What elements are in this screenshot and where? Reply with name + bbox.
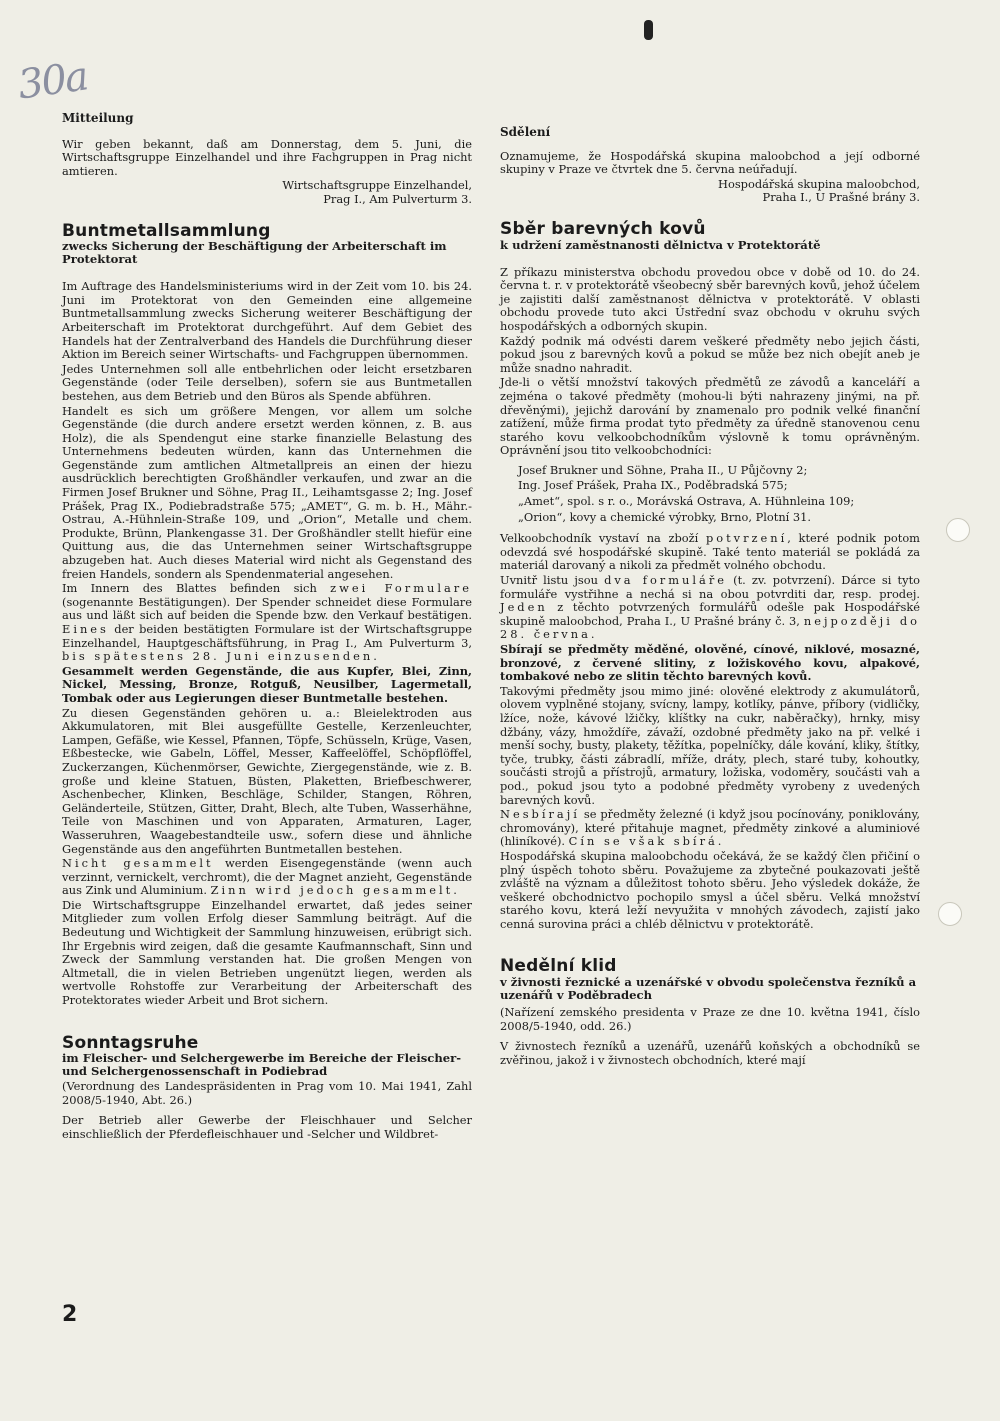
notice-text-de: Wir geben bekannt, daß am Donnerstag, dem 5. Juni, die Wirtschaftsgruppe Einzelhandel und ihre Fachgruppen in Prag nicht amtieren. <box>62 136 472 178</box>
article-subhead-de: zwecks Sicherung der Beschäftigung der Arbeiterschaft im Protektorat <box>62 239 447 267</box>
article2-subhead-cs: v živnosti řeznické a uzenářské v obvodu společenstva řezníků a uzenářů v Poděbradech <box>500 975 917 1003</box>
paragraph-cs-8: Nesbírají se předměty železné (i když jsou pocínovány, poniklovány, chromovány), které přitahuje magnet, předměty zinkové a aluminiové (hliníkové). Cín se však sbírá. <box>500 807 920 849</box>
handwritten-annotation: 30a <box>15 53 90 109</box>
czech-column <box>500 126 920 1068</box>
paragraph-cs-6: Sbírají se předměty měděné, olověné, cínové, niklové, mosazné, bronzové, z červené slitiny, z ložiskového kovu, alpakové, tombakové nebo ze slitin těchto barevných kovů. <box>500 642 920 684</box>
article-headline-de: Buntmetallsammlung <box>62 220 271 241</box>
article2-note-cs: (Nařízení zemského presidenta v Praze ze dne 10. května 1941, číslo 2008/5-1940, odd. 26.) <box>500 1005 920 1033</box>
paragraph-de-3: Handelt es sich um größere Mengen, vor allem um solche Gegenstände (die durch andere ersetzt werden können, z. B. aus Holz), die als Spendengut eine starke finanzielle Belastung des Unternehmens bedeuten würden, kann das Unternehmen die Gegenstände zum amtlichen Altmetallpreis an einen der hiezu ausdrücklich berechtigten Großhändler verkaufen, und zwar an die Firmen Josef Brukner und Söhne, Prag II., Leihamtsgasse 2; Ing. Josef Prášek, Prag IX., Podiebradstraße 575; „AMET“, G. m. b. H., Mähr.-Ostrau, A.-Hühnlein-Straße 109, und „Orion“, Metalle und chem. Produkte, Brünn, Plankengasse 31. Der Großhändler stellt hiefür eine Quittung aus, die das Unternehmen seiner Wirtschaftsgruppe abzugeben hat. Auch dieses Material wird nicht als Gegenstand des freien Handels, sondern als Spendenmaterial angesehen. <box>62 403 472 581</box>
wholesaler-item: „Amet“, spol. s r. o., Morávská Ostrava, A. Hühnleina 109; <box>518 494 855 509</box>
binder-hole-bottom <box>938 902 962 926</box>
paragraph-de-8: Die Wirtschaftsgruppe Einzelhandel erwartet, daß jedes seiner Mitglieder zum vollen Erfolg dieser Sammlung beiträgt. Auf die Bedeutung und Wichtigkeit der Sammlung hinzuweisen, erübrigt sich. Ihr Ergebnis wird zeigen, daß die gesamte Kaufmannschaft, Sinn und Zweck der Sammlung verstanden hat. Die großen Mengen von Altmetall, die in vielen Betrieben ungenützt liegen, werden als wertvolle Rohstoffe zur Verarbeitung der Arbeiterschaft des Protektorates wieder Arbeit und Brot sichern. <box>62 897 472 1008</box>
notice-signature-de-2: Prag I., Am Pulverturm 3. <box>323 191 472 206</box>
article2-paragraph-cs: V živnostech řezníků a uzenářů, uzenářů koňských a obchodníků se zvěřinou, jakož i v živnostech obchodních, které mají <box>500 1039 920 1067</box>
paragraph-cs-5: Uvnitř listu jsou dva formuláře (t. zv. potvrzení). Dárce si tyto formuláře vystřihne a nechá si na obou potvrditi dar, resp. prodej. Jeden z těchto potvrzených formulářů odešle pak Hospodářské skupině maloobchod, Praha I., U Prašné brány č. 3, nejpozději do 28. června. <box>500 573 921 642</box>
article2-paragraph-de: Der Betrieb aller Gewerbe der Fleischhauer und Selcher einschließlich der Pferdefleischhauer und -Selcher und Wildbret- <box>62 1113 472 1141</box>
paragraph-cs-2: Každý podnik má odvésti darem veškeré předměty nebo jejich části, pokud jsou z barevných kovů a pokud se může bez nich obejít aneb je může snadno nahradit. <box>500 333 920 375</box>
binder-hole-top <box>946 518 970 542</box>
article2-headline-de: Sonntagsruhe <box>62 1032 199 1053</box>
ink-mark <box>644 20 653 40</box>
notice-text-cs: Oznamujeme, že Hospodářská skupina maloobchod a její odborné skupiny v Praze ve čtvrtek dne 5. června neúřadují. <box>500 148 920 177</box>
page-number: 2 <box>62 1302 78 1327</box>
paragraph-cs-7: Takovými předměty jsou mimo jiné: olověné elektrody z akumulátorů, olovem vyplněné stojany, svícny, lampy, kotlíky, pánve, příbory (vidličky, lžíce, nože, kávové lžičky, klíštky na cukr, naběračky), hrnky, misy džbány, vázy, hmoždíře, závaží, ozdobné předměty jako na př. velké i menší sochy, busty, plakety, těžítka, popelníčky, dále kování, kliky, štítky, tyče, trubky, části zábradlí, mříže, dráty, plech, staré tuby, kohoutky, součásti strojů a přístrojů, armatury, ložiska, vodoměry, součásti vah a pod., pokud jsou tyto a podobné předměty vyrobeny z uvedených barevných kovů. <box>500 683 920 807</box>
article2-subhead-de: im Fleischer- und Selchergewerbe im Bereiche der Fleischer- und Selchergenossenschaft in Podiebrad <box>62 1051 462 1079</box>
german-column <box>62 112 472 1143</box>
paragraph-de-7: Nicht gesammelt werden Eisengegenstände (wenn auch verzinnt, vernickelt, verchromt), die der Magnet anzieht, Gegenstände aus Zink und Aluminium. Zinn wird jedoch gesammelt. <box>62 856 472 898</box>
paragraph-cs-1: Z příkazu ministerstva obchodu provedou obce v době od 10. do 24. června t. r. v protektorátě všeobecný sběr barevných kovů, jehož účelem je zajistiti další zaměstnanost dělnictva v protektorátě. V oblasti obchodu provede tuto akci Ústřední svaz obchodu v okruhu svých hospodářských a odborných skupin. <box>500 264 920 333</box>
notice-signature-cs-2: Praha I., U Prašné brány 3. <box>762 190 920 205</box>
paragraph-de-4: Im Innern des Blattes befinden sich zwei Formulare (sogenannte Bestätigungen). Der Spender schneidet diese Formulare aus und läßt sich auf beiden die Spende bzw. den Verkauf bestätigen. Eines der beiden bestätigten Formulare ist der Wirtschaftsgruppe Einzelhandel, Hauptgeschäftsführung, in Prag I., Am Pulverturm 3, bis spätestens 28. Juni einzusenden. <box>62 581 472 664</box>
notice-title-cs: Sdělení <box>500 125 551 139</box>
wholesaler-item: Ing. Josef Prášek, Praha IX., Poděbradská 575; <box>518 478 788 493</box>
notice-signature-cs-1: Hospodářská skupina maloobchod, <box>718 176 920 191</box>
paragraph-de-2: Jedes Unternehmen soll alle entbehrlichen oder leicht ersetzbaren Gegenstände (oder Teile derselben), sofern sie aus Buntmetallen bestehen, aus dem Betrieb und den Büros als Spende abführen. <box>62 361 472 403</box>
article2-note-de: (Verordnung des Landespräsidenten in Prag vom 10. Mai 1941, Zahl 2008/5-1940, Abt. 26.) <box>62 1079 472 1107</box>
paragraph-de-1: Im Auftrage des Handelsministeriums wird in der Zeit vom 10. bis 24. Juni im Protektorat von den Gemeinden eine allgemeine Buntmetallsammlung zwecks Sicherung weiterer Beschäftigung der Arbeiterschaft im Protektorat durchgeführt. Auf dem Gebiet des Handels hat der Zentralverband des Handels die Durchführung dieser Aktion im Bereich seiner Wirtschafts- und Fachgruppen übernommen. <box>62 279 472 362</box>
notice-title-de: Mitteilung <box>62 111 134 125</box>
wholesaler-item: Josef Brukner und Söhne, Praha II., U Půjčovny 2; <box>518 462 808 477</box>
paragraph-cs-9: Hospodářská skupina maloobchodu očekává, že se každý člen přičiní o plný úspěch tohoto sběru. Považujeme za zbytečné poukazovati ještě zvláště na význam a důležitost tohoto sběru. Jeho výsledek dokáže, že veškeré obchodnictvo pochopilo smysl a účel sběru. Velká množství starého kovu, která leží nevyužita v mnohých závodech, zajistí jako cenná surovina práci a chléb dělnictvu v protektorátě. <box>500 848 920 931</box>
paragraph-de-5: Gesammelt werden Gegenstände, die aus Kupfer, Blei, Zinn, Nickel, Messing, Bronze, Rotguß, Neusilber, Lagermetall, Tombak oder aus Legierungen dieser Buntmetalle bestehen. <box>62 663 472 705</box>
notice-signature-de-1: Wirtschaftsgruppe Einzelhandel, <box>282 178 472 193</box>
paragraph-de-6: Zu diesen Gegenständen gehören u. a.: Bleielektroden aus Akkumulatoren, mit Blei ausgefüllte Gestelle, Kerzenleuchter, Lampen, Gefäße, wie Kessel, Pfannen, Töpfe, Schüsseln, Krüge, Vasen, Eßbestecke, wie Gabeln, Löffel, Messer, Kaffeelöffel, Schöpflöffel, Zuckerzangen, Küchenmörser, Gewichte, Ziergegenstände, wie z. B. große und kleine Statuen, Büsten, Plaketten, Briefbeschwerer, Aschenbecher, Klinken, Beschläge, Schilder, Stangen, Röhren, Geländerteile, Stützen, Gitter, Draht, Blech, alte Tuben, Wasserhähne, Teile von Maschinen und von Apparaten, Armaturen, Lager, Wasseruhren, Waagebestandteile usw., sofern diese und ähnliche Gegenstände aus den angeführten Buntmetallen bestehen. <box>62 705 472 856</box>
article-subhead-cs: k udržení zaměstnanosti dělnictva v Protektorátě <box>500 237 821 252</box>
article2-headline-cs: Nedělní klid <box>500 956 617 977</box>
paragraph-cs-4: Velkoobchodník vystaví na zboží potvrzení, které podnik potom odevzdá své hospodářské skupině. Také tento materiál se pokládá za materiál darovaný a nikoli za předmět volného obchodu. <box>500 531 920 573</box>
wholesaler-list <box>518 464 920 524</box>
paragraph-cs-3: Jde-li o větší množství takových předmětů ze závodů a kanceláří a zejména o takové předměty (mohou-li býti nahrazeny jinými, na př. dřevěnými), jejichž darování by znamenalo pro podnik velké finanční zatížení, může firma prodat tyto předměty za úředně stanovenou cenu starého kovu velkoobchodníkům výslovně k tomu oprávněným. Oprávnění jsou tito velkoobchodníci: <box>500 375 920 458</box>
wholesaler-item: „Orion“, kovy a chemické výrobky, Brno, Plotní 31. <box>518 509 812 524</box>
article-headline-cs: Sběr barevných kovů <box>500 218 706 239</box>
